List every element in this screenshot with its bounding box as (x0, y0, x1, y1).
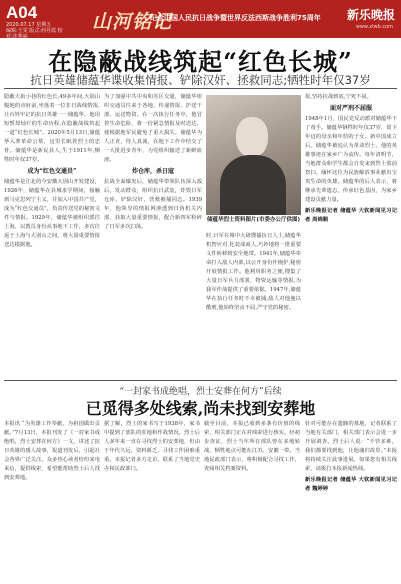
secondary-headline: 已觅得多处线索,尚未找到安葬地 (85, 399, 316, 418)
bottom-column-3 (204, 420, 300, 582)
paragraph: 报,坚持抗战到底,宁死不屈。 (305, 94, 372, 100)
section-heading: 炸仓库，杀日寇 (131, 168, 174, 175)
article-column-2 (104, 93, 202, 378)
paragraph: 时,日军在城中大肆搜捕抗日人士,储蕴华机智应对,化装成商人,巧妙地将一批重要文件转移到安全地带。1941年,储蕴华奉命打入敌人内部,以公开身份作掩护,秘密开展情报工作。他利用职务之便,搜集了大量日军兵力部署、物资运输等情报,为我军作战提供了重要依据。1947年,储蕴华在执行任务时不幸被捕,敌人对他施以酷刑,他始终坚贞不屈,严守党的秘密。 (206, 233, 301, 311)
portrait-coat (220, 155, 286, 215)
paragraph: 针对可能存在遗骸的墓地，记者联系了当地有关部门，相关部门表示会进一步开展调查。烈士后人说：“不管多难，我们都要找到他，让他魂归故里。”本报将持续关注此事进展，如果您有相关线索，请拨打本报新闻热线。 (305, 421, 397, 472)
page-number: A04 (6, 3, 38, 22)
article-column-1 (4, 93, 100, 378)
bottom-column-1 (4, 420, 100, 582)
paragraph: 为了加强中共中央和苏区交通，储蕴华组织交通员往来于各地，传递情报、护送干部、运送物资。在一次执行任务中，他冒着生命危险，将一份紧急情报及时送达，使根据地军民避免了重大损失。储蕴华为人正直，待人真诚，在地下工作中结交了一大批进步青年，为党组织输送了新鲜血液。 (104, 94, 202, 163)
article-column-3 (206, 232, 301, 378)
paragraph: 抗战全面爆发后，储蕴华带领队伍深入敌后，发动群众，组织抗日武装，炸毁日军仓库，铲除汉奸，营救被捕同志。1939年，他领导的情报网渗透到日伪机关内部，获取大量重要情报，配合新四军粉碎了日军多次扫荡。 (104, 179, 202, 230)
byline: 新乐晚报记者 储蕴华 大钦新闻见习记者 魏婷婷 (305, 477, 397, 492)
masthead (0, 0, 401, 38)
portrait-face (236, 117, 268, 157)
byline: 新乐晚报记者 储蕴华 大钦新闻见习记者 周锦顺 (305, 208, 397, 223)
section-heading: 成为“红色交通员” (27, 168, 77, 175)
paragraph: 截至目前，本报已收到多条有价值的线索，相关部门正在对线索进行核实。经初步查证，烈士当年所在部队曾在多地转战，牺牲地点可能在江苏、安徽一带。当地民政部门表示，将积极配合寻找工作，查阅相关档案资料。 (204, 421, 300, 472)
photo-caption: 储蕴华烈士资料图片(市委办公厅供图) (206, 217, 301, 223)
main-subheadline: 抗日英雄储蕴华谍收集情报、铲除汉奸、拯救同志;牺牲时年仅37岁 (30, 73, 371, 87)
bottom-column-2 (104, 420, 200, 582)
secondary-kicker: “一封家书成绝唱，烈士安葬在何方”后续 (119, 387, 282, 397)
main-headline: 在隐蔽战线筑起“红色长城” (48, 47, 353, 76)
section-heading: 面对严刑不屈服 (329, 105, 372, 112)
paragraph: 本报讯 “为英雄工作奉献，为祖国做出贡献。”7月13日，本报刊发了《一封家书成绝唱，烈士安葬在何方》一文，讲述了抗日英雄的感人故事，报道刊发后，引起社会各界广泛关注。众多热心读者纷纷来电来信，提供线索，希望能帮助烈士后人找到安葬地。 (4, 421, 100, 481)
date: 2020.07.17 星期五 (6, 22, 52, 28)
divider (4, 88, 397, 89)
editors: 编辑:王雯 版式:何丹霞 校对:沈秀丽 (6, 28, 63, 40)
bottom-column-4 (305, 420, 397, 582)
article-column-4 (305, 93, 397, 378)
newspaper-logo: 新乐晚报 (346, 8, 395, 22)
newspaper-url: www.xlwb.com (355, 24, 393, 30)
dateline (6, 22, 66, 40)
column-name: 山河铭记 (92, 11, 173, 33)
paragraph: 据了解，烈士的家书写于1938年，家书中提到了部队的驻地和作战情况。烈士后人多年来一直在寻找烈士的安葬地，但由于年代久远，资料匮乏，寻找工作困难重重。本报记者多方走访，联系了当地党史办和民政部门。 (104, 421, 200, 472)
series-title: 纪念中国人民抗日战争暨世界反法西斯战争胜利75周年 (150, 14, 321, 22)
divider (4, 380, 397, 381)
paragraph: 隐蔽大街小巷的红色长,49多年间,大别山腹地的市府前,坐落着一位非日战线情报,让百姓牢记的抗日英雄一一储蕴华。他用短暂却灿烂的生命历程,在隐蔽战线筑起一道“红色长城”。2020年5月13日,储蕴华入葬革命公墓，这里长眠着烈士的忠骨。储蕴华是新民县人,生于1911年,牺牲时年仅37岁。 (4, 94, 100, 163)
paragraph: 储蕴华是江北的今安徽大别山开发建设，1926年，储蕴华在县城求学期间，接触到马克思列宁主义，并加入中国共产党，成为“红色交通员”，负责传送党的秘密文件与情报。1929年，储蕴华被组织派往上海，以教员身份从事地下工作，多次往返于上海与大别山之间，将大量重要情报送达根据地。 (4, 179, 100, 248)
paragraph: 1948年1月，国民党反动派对储蕴华下了毒手。储蕴华牺牲时年仅37岁，留下年迈的母亲和年幼的子女。新中国成立后，储蕴华被追认为革命烈士，他的英雄事迹在家乡广为流传。每年清明节，当地群众和学生都会自发来到烈士墓前祭扫，缅怀这位为民族解放事业献出宝贵生命的英雄。储蕴华的后人表示，将继承先辈遗志，传承红色基因，为家乡建设贡献力量。 (305, 116, 397, 203)
portrait-photo (206, 95, 301, 215)
